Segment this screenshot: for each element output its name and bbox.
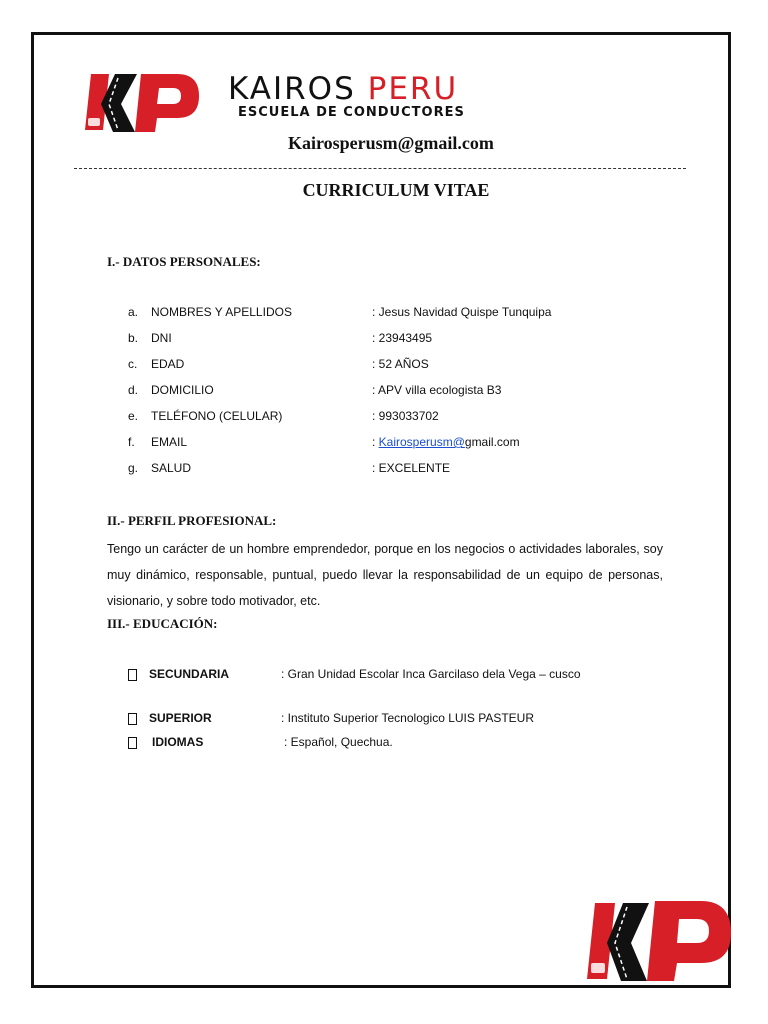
education-value: : Instituto Superior Tecnologico LUIS PASTEUR	[281, 711, 535, 725]
row-value: : EXCELENTE	[372, 461, 451, 475]
row-value: : 52 AÑOS	[372, 357, 429, 371]
header-divider	[74, 168, 686, 169]
education-value: : Español, Quechua.	[284, 735, 393, 749]
education-label: IDIOMAS	[152, 735, 204, 749]
brand-name-left: KAIROS	[228, 71, 356, 107]
row-value: : 993033702	[372, 409, 439, 423]
row-label: DOMICILIO	[151, 383, 214, 397]
row-label: TELÉFONO (CELULAR)	[151, 409, 283, 423]
row-value: : 23943495	[372, 331, 433, 345]
brand-subtitle: ESCUELA DE CONDUCTORES	[238, 105, 465, 120]
brand-name	[228, 72, 458, 106]
row-marker: g.	[128, 461, 139, 475]
row-value	[372, 435, 520, 449]
personal-heading: I.- DATOS PERSONALES:	[107, 254, 261, 269]
row-label: EDAD	[151, 357, 185, 371]
email-link[interactable]: Kairosperusm@	[378, 435, 465, 449]
kairos-kp-logo-footer	[585, 893, 735, 988]
document-title: CURRICULUM VITAE	[302, 180, 490, 200]
row-marker: f.	[128, 435, 135, 449]
checkbox-bullet-icon	[128, 737, 137, 749]
education-label: SECUNDARIA	[149, 667, 230, 681]
checkbox-bullet-icon	[128, 669, 137, 681]
row-marker: d.	[128, 383, 139, 397]
email-suffix: gmail.com	[464, 435, 520, 449]
row-label: SALUD	[151, 461, 192, 475]
row-label: NOMBRES Y APELLIDOS	[151, 305, 292, 319]
profile-heading: II.- PERFIL PROFESIONAL:	[107, 513, 277, 528]
row-marker: c.	[128, 357, 138, 371]
page-border	[31, 32, 731, 988]
row-value: : Jesus Navidad Quispe Tunquipa	[372, 305, 552, 319]
education-label: SUPERIOR	[149, 711, 212, 725]
brand-wordmark	[228, 72, 528, 124]
row-marker: b.	[128, 331, 139, 345]
row-value: : APV villa ecologista B3	[372, 383, 502, 397]
email-prefix: :	[372, 435, 379, 449]
profile-text: Tengo un carácter de un hombre emprendedor, porque en los negocios o actividades laborales, soy muy dinámico, responsable, puntual, puedo llevar la responsabilidad de un equipo de personas, visionario, y sobre todo motivador, etc.	[107, 542, 663, 608]
brand-name-right: PERU	[367, 71, 459, 107]
kairos-kp-logo	[85, 70, 203, 138]
row-label: DNI	[151, 331, 172, 345]
checkbox-bullet-icon	[128, 713, 137, 725]
row-label: EMAIL	[151, 435, 188, 449]
row-marker: a.	[128, 305, 139, 319]
row-marker: e.	[128, 409, 139, 423]
education-heading: III.- EDUCACIÓN:	[107, 616, 218, 631]
header-email: Kairosperusm@gmail.com	[288, 133, 494, 153]
education-value: : Gran Unidad Escolar Inca Garcilaso dela Vega – cusco	[281, 667, 581, 681]
